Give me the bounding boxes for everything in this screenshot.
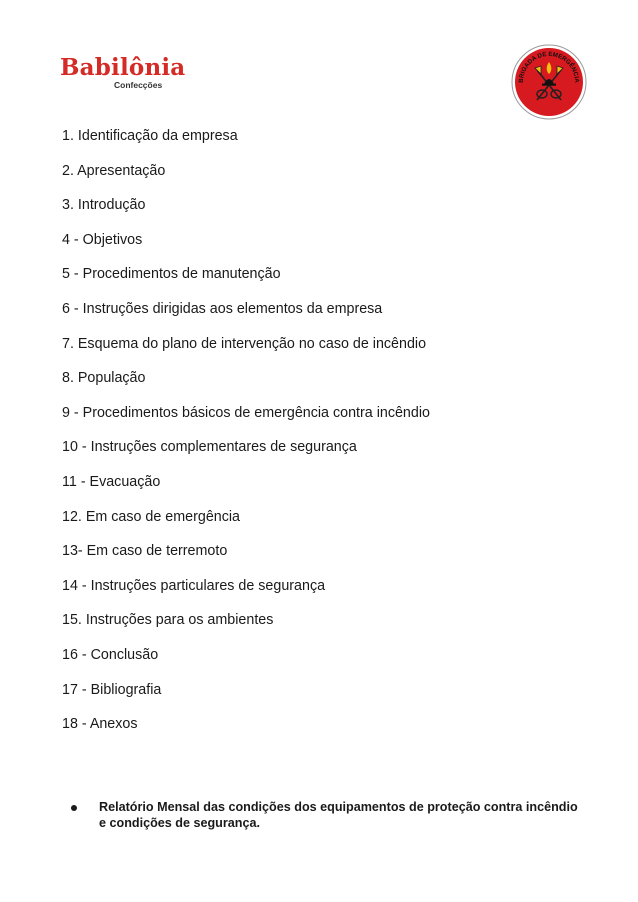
toc-item: 13- Em caso de terremoto xyxy=(62,543,228,560)
bullet-icon xyxy=(71,805,77,811)
toc-item: 6 - Instruções dirigidas aos elementos da empresa xyxy=(62,300,383,317)
annex-item xyxy=(62,800,582,831)
toc-item: 16 - Conclusão xyxy=(62,646,159,663)
toc-item: 11 - Evacuação xyxy=(62,473,161,490)
toc-item: 8. População xyxy=(62,370,146,387)
badge-text: BRIGADA DE EMERGÊNCIA xyxy=(517,50,581,83)
toc-item: 9 - Procedimentos básicos de emergência contra incêndio xyxy=(62,404,430,421)
brigade-badge-emblem xyxy=(511,44,587,120)
toc-item: 7. Esquema do plano de intervenção no caso de incêndio xyxy=(62,335,427,352)
toc-item: 12. Em caso de emergência xyxy=(62,508,241,525)
toc-item: 1. Identificação da empresa xyxy=(62,128,238,144)
toc-item: 3. Introdução xyxy=(62,197,146,214)
toc-item: 17 - Bibliografia xyxy=(62,681,162,698)
toc-item: 2. Apresentação xyxy=(62,162,166,179)
annex-item-text: Relatório Mensal das condições dos equipamentos de proteção contra incêndio e condições de segurança. xyxy=(99,800,578,830)
logo-wordmark: Babilônia xyxy=(60,54,186,81)
logo-subtitle: Confecções xyxy=(114,80,163,90)
toc-item: 14 - Instruções particulares de segurança xyxy=(62,577,326,594)
toc-item: 15. Instruções para os ambientes xyxy=(62,612,274,629)
toc-item: 4 - Objetivos xyxy=(62,231,143,248)
toc-item: 18 - Anexos xyxy=(62,716,138,733)
table-of-contents xyxy=(62,126,430,749)
toc-item: 5 - Procedimentos de manutenção xyxy=(62,266,281,283)
toc-item: 10 - Instruções complementares de segurança xyxy=(62,439,357,456)
annex-list xyxy=(62,800,582,831)
company-logo xyxy=(60,54,200,94)
